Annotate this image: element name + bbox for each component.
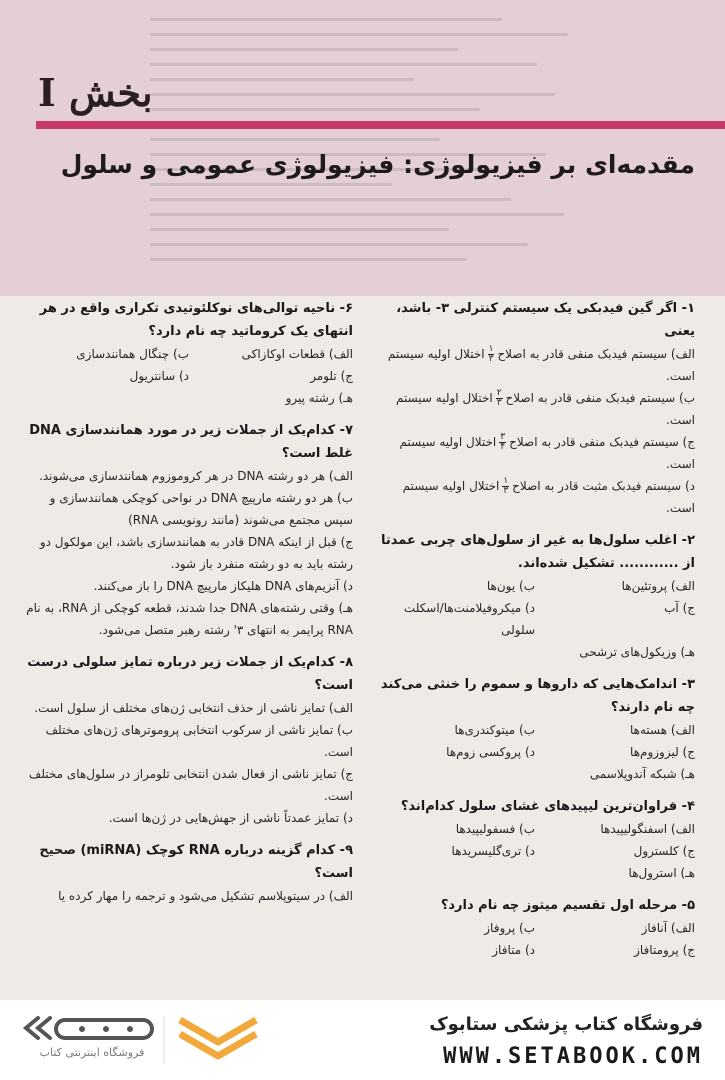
question-6 <box>25 297 353 409</box>
question-title: ۴- فراوان‌ترین لیپیدهای غشای سلول کدام‌اند؟ <box>400 799 695 814</box>
option: د) پروکسی زوم‌ها <box>446 745 535 759</box>
option: هـ) رشته پیرو <box>285 391 353 405</box>
question-7 <box>25 419 353 641</box>
option: ج) کلسترول <box>633 844 695 858</box>
option: الف) پروتئین‌ها <box>621 579 695 593</box>
option-grid <box>375 575 695 641</box>
question-title: ۶- ناحیه توالی‌های نوکلئوتیدی تکراری واقع در هر انتهای یک کروماتید چه نام دارد؟ <box>39 301 353 339</box>
question-title: ۷- کدام‌یک از جملات زیر در مورد همانندسازی DNA غلط است؟ <box>29 423 353 461</box>
setabook-logo <box>22 1012 272 1068</box>
option: هـ) استرول‌ها <box>628 866 695 880</box>
option: ب) تمایز ناشی از سرکوب انتخابی پروموترهای ژن‌های مختلف است. <box>45 723 353 759</box>
store-footer <box>0 1000 725 1080</box>
option: ب) چنگال همانندسازی <box>76 347 189 361</box>
option: هـ) وقتی رشته‌های DNA جدا شدند، قطعه کوچکی از RNA، به نام RNA پرایمر به انتهای ۳' رشته رهبر متصل می‌شود. <box>26 601 353 637</box>
question-5 <box>375 894 695 961</box>
option: الف) اسفنگولیپیدها <box>600 822 695 836</box>
question-title: ۵- مرحله اول تقسیم میتوز چه نام دارد؟ <box>440 898 695 913</box>
logo-tagline: فروشگاه اینترنتی کتاب <box>39 1046 145 1059</box>
option: الف) هسته‌ها <box>630 723 695 737</box>
option-grid <box>375 818 695 862</box>
option: د) میکروفیلامنت‌ها/اسکلت سلولی <box>403 601 535 637</box>
option: الف) هر دو رشته DNA در هر کروموزوم همانندسازی می‌شوند. <box>39 469 353 483</box>
setabook-logo-icon <box>22 1012 272 1068</box>
option: الف) سیستم فیدبک منفی قادر به اصلاح $\frac{۱}{۳}$ اختلال اولیه سیستم است. <box>387 344 695 383</box>
question-4 <box>375 795 695 884</box>
option-grid <box>375 719 695 763</box>
question-title: ۲- اغلب سلول‌ها به غیر از سلول‌های چربی عمدتا از ............ تشکیل شده‌اند. <box>380 533 695 571</box>
option: د) تمایز عمدتاً ناشی از جهش‌هایی در ژن‌ها است. <box>108 811 353 825</box>
option: ج) سیستم فیدبک منفی قادر به اصلاح $\frac{۳}{۴}$ اختلال اولیه سیستم است. <box>399 432 695 471</box>
question-1 <box>375 297 695 519</box>
chapter-title: مقدمه‌ای بر فیزیولوژی: فیزیولوژی عمومی و سلول <box>60 150 695 179</box>
option: د) سیستم فیدبک مثبت قادر به اصلاح $\frac{۱}{۳}$ اختلال اولیه سیستم است. <box>402 476 695 515</box>
question-9 <box>25 839 353 907</box>
bleed-through-text <box>150 6 590 286</box>
question-title: ۹- کدام گزینه درباره RNA کوچک (miRNA) صحیح است؟ <box>39 843 353 881</box>
option: ب) پروفاز <box>484 921 535 935</box>
option: ج) آب <box>664 601 695 615</box>
question-2 <box>375 529 695 663</box>
option: الف) تمایز ناشی از حذف انتخابی ژن‌های مختلف از سلول است. <box>34 701 353 715</box>
shop-name: فروشگاه کتاب پزشکی ستابوک <box>429 1014 703 1035</box>
chapter-header-band <box>0 0 725 296</box>
option: ج) تلومر <box>310 369 353 383</box>
section-divider <box>36 121 725 129</box>
option: ج) لیزوزوم‌ها <box>630 745 695 759</box>
shop-url[interactable]: WWW.SETABOOK.COM <box>443 1044 703 1069</box>
fraction: $\frac{۱}{۳}$ <box>488 344 494 364</box>
left-column <box>25 297 353 917</box>
option: ب) یون‌ها <box>486 579 535 593</box>
option: ج) پرومتافاز <box>634 943 695 957</box>
fraction: $\frac{۲}{۳}$ <box>496 388 502 408</box>
option: هـ) شبکه آندوپلاسمی <box>589 767 695 781</box>
question-title: ۳- اندامک‌هایی که داروها و سموم را خنثی می‌کند چه نام دارند؟ <box>380 677 695 715</box>
right-column <box>375 297 695 971</box>
option-grid <box>375 917 695 961</box>
fraction: $\frac{۱}{۳}$ <box>503 476 509 496</box>
option: د) آنزیم‌های DNA هلیکاز مارپیچ DNA را باز می‌کنند. <box>93 579 353 593</box>
option: د) متافاز <box>492 943 535 957</box>
option: الف) آنافاز <box>641 921 695 935</box>
option: د) سانتریول <box>129 369 189 383</box>
question-8 <box>25 651 353 829</box>
option: ب) فسفولیپیدها <box>455 822 535 836</box>
option: هـ) وزیکول‌های ترشحی <box>579 645 695 659</box>
fraction: $\frac{۳}{۴}$ <box>500 432 506 452</box>
option: ج) تمایز ناشی از فعال شدن انتخابی تلومراز در سلول‌های مختلف است. <box>28 767 353 803</box>
option: الف) در سیتوپلاسم تشکیل می‌شود و ترجمه را مهار کرده یا <box>58 889 353 903</box>
option: د) تری‌گلیسریدها <box>451 844 535 858</box>
question-title: ۸- کدام‌یک از جملات زیر درباره تمایز سلولی درست است؟ <box>27 655 353 693</box>
option-grid <box>25 343 353 387</box>
part-label: بخش I <box>38 70 153 115</box>
question-3 <box>375 673 695 785</box>
option: الف) قطعات اوکازاکی <box>241 347 353 361</box>
option: ب) میتوکندری‌ها <box>454 723 535 737</box>
option: ب) سیستم فیدبک منفی قادر به اصلاح $\frac{۲}{۳}$ اختلال اولیه سیستم است. <box>395 388 695 427</box>
question-title: ۱- اگر گین فیدبکی یک سیستم کنترلی ۳- باشد، یعنی <box>396 301 695 339</box>
option: ب) هر دو رشته مارپیچ DNA در نواحی کوچکی همانندسازی و سپس مجتمع می‌شوند (مانند رونویسی RNA) <box>49 491 353 527</box>
option: ج) قبل از اینکه DNA قادر به همانندسازی باشد، این مولکول دو رشته باید به دو رشته منفرد باز شود. <box>39 535 353 571</box>
